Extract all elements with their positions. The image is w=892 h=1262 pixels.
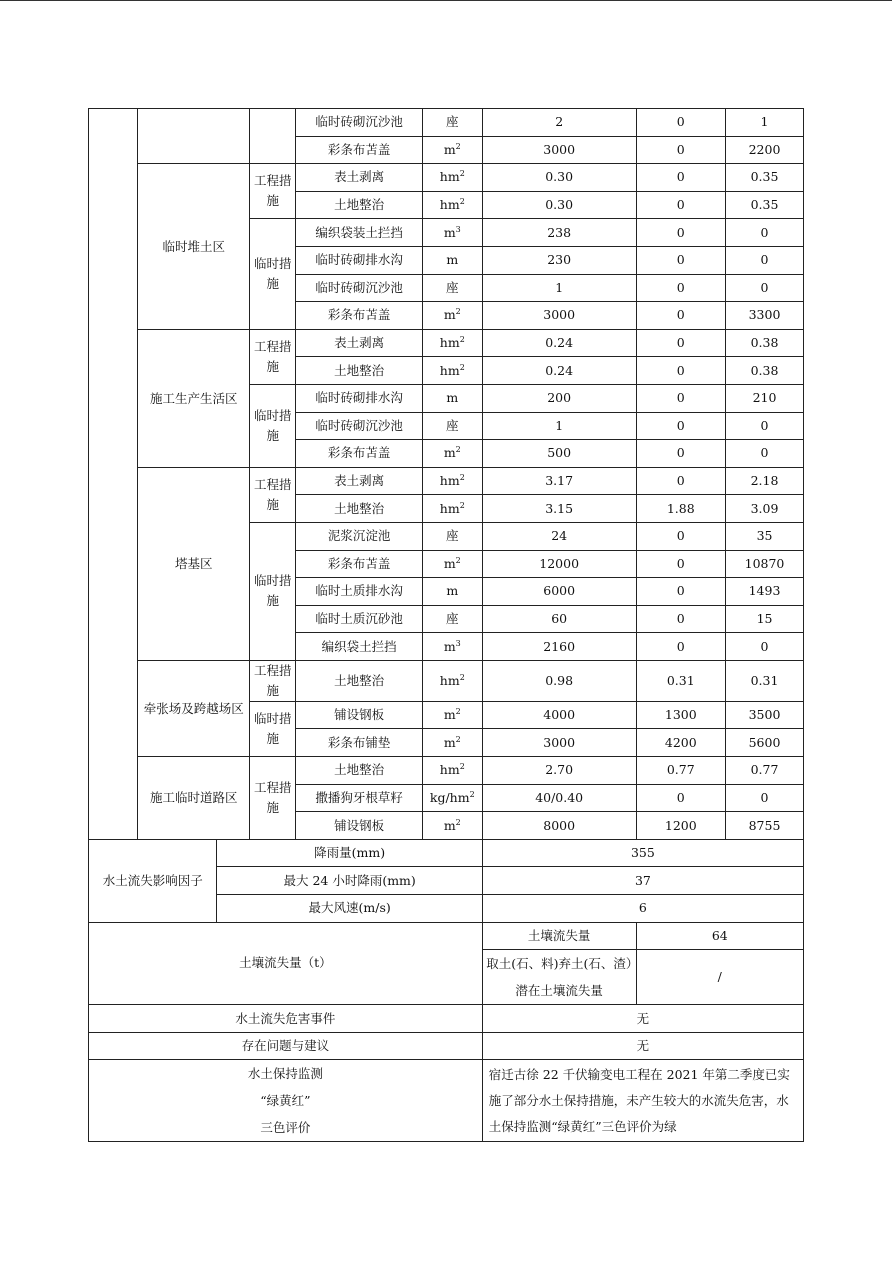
cumulative-completed: 0 bbox=[726, 246, 804, 274]
cumulative-completed: 0.38 bbox=[726, 329, 804, 357]
cumulative-completed: 0 bbox=[726, 219, 804, 247]
soil-loss-row bbox=[89, 922, 804, 950]
designed-quantity: 238 bbox=[482, 219, 636, 247]
designed-quantity: 0.30 bbox=[482, 164, 636, 192]
measure-unit: $hm^2$ bbox=[422, 660, 482, 701]
assessment-label-line: 水土保持监测 bbox=[247, 1066, 323, 1082]
measure-unit: $m^3$ bbox=[422, 219, 482, 247]
cumulative-completed: 0 bbox=[726, 440, 804, 468]
measure-unit: $m^3$ bbox=[422, 633, 482, 661]
measure-name: 彩条布苫盖 bbox=[296, 440, 422, 468]
quarter-completed: 0 bbox=[636, 467, 726, 495]
quarter-completed: 0 bbox=[636, 784, 726, 812]
cumulative-completed: 0.31 bbox=[726, 660, 804, 701]
potential-soil-loss-label: 取土(石、料)弃土(石、渣）潜在土壤流失量 bbox=[482, 950, 636, 1005]
cumulative-completed: 15 bbox=[726, 605, 804, 633]
issues-value: 无 bbox=[482, 1032, 803, 1060]
measure-name: 土地整治 bbox=[296, 357, 422, 385]
measure-name: 表土剥离 bbox=[296, 164, 422, 192]
measure-name: 临时土质排水沟 bbox=[296, 578, 422, 606]
measure-name: 彩条布铺垫 bbox=[296, 729, 422, 757]
measure-name: 土地整治 bbox=[296, 757, 422, 785]
zone-cell-continued bbox=[138, 109, 250, 164]
assessment-label-line: 三色评价 bbox=[260, 1120, 311, 1136]
cumulative-completed: 0 bbox=[726, 633, 804, 661]
cumulative-completed: 35 bbox=[726, 522, 804, 550]
cumulative-completed: 8755 bbox=[726, 812, 804, 840]
measure-name: 土地整治 bbox=[296, 495, 422, 523]
measure-unit: m bbox=[422, 578, 482, 606]
cumulative-completed: 3.09 bbox=[726, 495, 804, 523]
assessment-label-line: “绿黄红” bbox=[260, 1093, 311, 1109]
zone-name: 牵张场及跨越场区 bbox=[138, 660, 250, 756]
assessment-text: 宿迁古徐 22 千伏输变电工程在 2021 年第二季度已实施了部分水土保持措施，未产生较大的水流失危害，水土保持监测“绿黄红”三色评价为绿 bbox=[482, 1060, 803, 1142]
designed-quantity: 3000 bbox=[482, 302, 636, 330]
factor-name: 最大风速(m/s) bbox=[217, 895, 482, 923]
measure-name: 临时砖砌排水沟 bbox=[296, 384, 422, 412]
designed-quantity: 200 bbox=[482, 384, 636, 412]
issues-row bbox=[89, 1032, 804, 1060]
cumulative-completed: 0.38 bbox=[726, 357, 804, 385]
measure-unit: $hm^2$ bbox=[422, 164, 482, 192]
cumulative-completed: 3300 bbox=[726, 302, 804, 330]
measure-type: 工程措施 bbox=[250, 164, 296, 219]
designed-quantity: 500 bbox=[482, 440, 636, 468]
quarter-completed: 0 bbox=[636, 164, 726, 192]
assessment-label bbox=[89, 1060, 483, 1142]
quarter-completed: 4200 bbox=[636, 729, 726, 757]
designed-quantity: 40/0.40 bbox=[482, 784, 636, 812]
measure-unit: 座 bbox=[422, 274, 482, 302]
measure-type: 临时措施 bbox=[250, 522, 296, 660]
designed-quantity: 230 bbox=[482, 246, 636, 274]
designed-quantity: 0.24 bbox=[482, 329, 636, 357]
measure-type: 工程措施 bbox=[250, 467, 296, 522]
quarter-completed: 0 bbox=[636, 191, 726, 219]
issues-label: 存在问题与建议 bbox=[89, 1032, 483, 1060]
quarter-completed: 0 bbox=[636, 109, 726, 137]
cumulative-completed: 0 bbox=[726, 412, 804, 440]
designed-quantity: 3000 bbox=[482, 729, 636, 757]
zone-name: 施工生产生活区 bbox=[138, 329, 250, 467]
table-body bbox=[89, 109, 804, 1142]
quarter-completed: 0 bbox=[636, 384, 726, 412]
measure-unit: $m^2$ bbox=[422, 302, 482, 330]
measure-name: 彩条布苫盖 bbox=[296, 550, 422, 578]
cumulative-completed: 0 bbox=[726, 274, 804, 302]
measure-unit: $m^2$ bbox=[422, 729, 482, 757]
table-row bbox=[89, 329, 804, 357]
soil-loss-value: 64 bbox=[636, 922, 803, 950]
measure-unit: $hm^2$ bbox=[422, 191, 482, 219]
measure-unit: $m^2$ bbox=[422, 136, 482, 164]
measure-unit: 座 bbox=[422, 412, 482, 440]
quarter-completed: 0 bbox=[636, 412, 726, 440]
zone-name: 施工临时道路区 bbox=[138, 757, 250, 840]
quarter-completed: 0 bbox=[636, 246, 726, 274]
measure-name: 编织袋土拦挡 bbox=[296, 633, 422, 661]
factor-row bbox=[89, 839, 804, 867]
designed-quantity: 3.17 bbox=[482, 467, 636, 495]
designed-quantity: 0.98 bbox=[482, 660, 636, 701]
factor-label: 水土流失影响因子 bbox=[89, 839, 217, 922]
cumulative-completed: 2200 bbox=[726, 136, 804, 164]
soil-loss-label: 土壤流失量（t） bbox=[89, 922, 483, 1005]
measure-type: 工程措施 bbox=[250, 660, 296, 701]
measure-name: 临时砖砌排水沟 bbox=[296, 246, 422, 274]
measure-unit: m bbox=[422, 246, 482, 274]
designed-quantity: 12000 bbox=[482, 550, 636, 578]
cumulative-completed: 0.77 bbox=[726, 757, 804, 785]
type-cell-continued bbox=[250, 109, 296, 164]
designed-quantity: 3000 bbox=[482, 136, 636, 164]
factor-name: 最大 24 小时降雨(mm) bbox=[217, 867, 482, 895]
factor-value: 355 bbox=[482, 839, 803, 867]
measure-type: 工程措施 bbox=[250, 757, 296, 840]
factor-value: 37 bbox=[482, 867, 803, 895]
cumulative-completed: 2.18 bbox=[726, 467, 804, 495]
factor-name: 降雨量(mm) bbox=[217, 839, 482, 867]
cumulative-completed: 10870 bbox=[726, 550, 804, 578]
designed-quantity: 8000 bbox=[482, 812, 636, 840]
designed-quantity: 0.24 bbox=[482, 357, 636, 385]
measure-name: 表土剥离 bbox=[296, 467, 422, 495]
table-row bbox=[89, 467, 804, 495]
monitoring-table bbox=[88, 108, 804, 1142]
quarter-completed: 0 bbox=[636, 136, 726, 164]
quarter-completed: 0 bbox=[636, 274, 726, 302]
quarter-completed: 0 bbox=[636, 550, 726, 578]
cumulative-completed: 210 bbox=[726, 384, 804, 412]
cumulative-completed: 1 bbox=[726, 109, 804, 137]
factor-value: 6 bbox=[482, 895, 803, 923]
measure-name: 撒播狗牙根草籽 bbox=[296, 784, 422, 812]
measure-unit: 座 bbox=[422, 522, 482, 550]
measure-unit: $m^2$ bbox=[422, 440, 482, 468]
assessment-row bbox=[89, 1060, 804, 1142]
measure-unit: 座 bbox=[422, 109, 482, 137]
zone-name: 临时堆土区 bbox=[138, 164, 250, 330]
designed-quantity: 24 bbox=[482, 522, 636, 550]
hazard-row bbox=[89, 1005, 804, 1033]
measure-name: 表土剥离 bbox=[296, 329, 422, 357]
designed-quantity: 0.30 bbox=[482, 191, 636, 219]
designed-quantity: 1 bbox=[482, 274, 636, 302]
quarter-completed: 1200 bbox=[636, 812, 726, 840]
soil-loss-sub-label: 土壤流失量 bbox=[482, 922, 636, 950]
designed-quantity: 4000 bbox=[482, 701, 636, 729]
measure-unit: $hm^2$ bbox=[422, 329, 482, 357]
table-row bbox=[89, 757, 804, 785]
cumulative-completed: 0 bbox=[726, 784, 804, 812]
measure-unit: $m^2$ bbox=[422, 812, 482, 840]
cumulative-completed: 0.35 bbox=[726, 164, 804, 192]
table-row bbox=[89, 109, 804, 137]
quarter-completed: 0 bbox=[636, 329, 726, 357]
designed-quantity: 2160 bbox=[482, 633, 636, 661]
measure-unit: 座 bbox=[422, 605, 482, 633]
quarter-completed: 0 bbox=[636, 578, 726, 606]
measure-unit: $kg/hm^2$ bbox=[422, 784, 482, 812]
designed-quantity: 2.70 bbox=[482, 757, 636, 785]
measure-name: 编织袋装土拦挡 bbox=[296, 219, 422, 247]
zone-name: 塔基区 bbox=[138, 467, 250, 660]
quarter-completed: 0 bbox=[636, 633, 726, 661]
measure-name: 彩条布苫盖 bbox=[296, 136, 422, 164]
table-row bbox=[89, 164, 804, 192]
cumulative-completed: 5600 bbox=[726, 729, 804, 757]
quarter-completed: 0 bbox=[636, 605, 726, 633]
quarter-completed: 0 bbox=[636, 219, 726, 247]
quarter-completed: 1.88 bbox=[636, 495, 726, 523]
measure-name: 临时砖砌沉沙池 bbox=[296, 412, 422, 440]
measure-unit: $hm^2$ bbox=[422, 357, 482, 385]
measure-name: 铺设钢板 bbox=[296, 701, 422, 729]
measure-unit: $hm^2$ bbox=[422, 467, 482, 495]
measure-name: 泥浆沉淀池 bbox=[296, 522, 422, 550]
measure-name: 铺设钢板 bbox=[296, 812, 422, 840]
cumulative-completed: 3500 bbox=[726, 701, 804, 729]
measure-unit: m bbox=[422, 384, 482, 412]
quarter-completed: 0 bbox=[636, 357, 726, 385]
measure-name: 彩条布苫盖 bbox=[296, 302, 422, 330]
quarter-completed: 0 bbox=[636, 522, 726, 550]
measure-type: 临时措施 bbox=[250, 701, 296, 756]
quarter-completed: 1300 bbox=[636, 701, 726, 729]
measure-unit: $hm^2$ bbox=[422, 495, 482, 523]
quarter-completed: 0.77 bbox=[636, 757, 726, 785]
hazard-value: 无 bbox=[482, 1005, 803, 1033]
measure-name: 临时砖砌沉沙池 bbox=[296, 109, 422, 137]
designed-quantity: 3.15 bbox=[482, 495, 636, 523]
measure-type: 临时措施 bbox=[250, 384, 296, 467]
designed-quantity: 1 bbox=[482, 412, 636, 440]
cumulative-completed: 1493 bbox=[726, 578, 804, 606]
designed-quantity: 2 bbox=[482, 109, 636, 137]
category-cell bbox=[89, 109, 138, 840]
table-row bbox=[89, 660, 804, 701]
measure-name: 土地整治 bbox=[296, 191, 422, 219]
quarter-completed: 0 bbox=[636, 302, 726, 330]
potential-soil-loss-value: / bbox=[636, 950, 803, 1005]
measure-type: 工程措施 bbox=[250, 329, 296, 384]
measure-name: 临时砖砌沉沙池 bbox=[296, 274, 422, 302]
measure-unit: $m^2$ bbox=[422, 701, 482, 729]
measure-name: 临时土质沉砂池 bbox=[296, 605, 422, 633]
measure-unit: $m^2$ bbox=[422, 550, 482, 578]
designed-quantity: 6000 bbox=[482, 578, 636, 606]
cumulative-completed: 0.35 bbox=[726, 191, 804, 219]
measure-unit: $hm^2$ bbox=[422, 757, 482, 785]
page-top-rule bbox=[0, 0, 892, 1]
quarter-completed: 0 bbox=[636, 440, 726, 468]
quarter-completed: 0.31 bbox=[636, 660, 726, 701]
measure-type: 临时措施 bbox=[250, 219, 296, 329]
measure-name: 土地整治 bbox=[296, 660, 422, 701]
designed-quantity: 60 bbox=[482, 605, 636, 633]
hazard-label: 水土流失危害事件 bbox=[89, 1005, 483, 1033]
